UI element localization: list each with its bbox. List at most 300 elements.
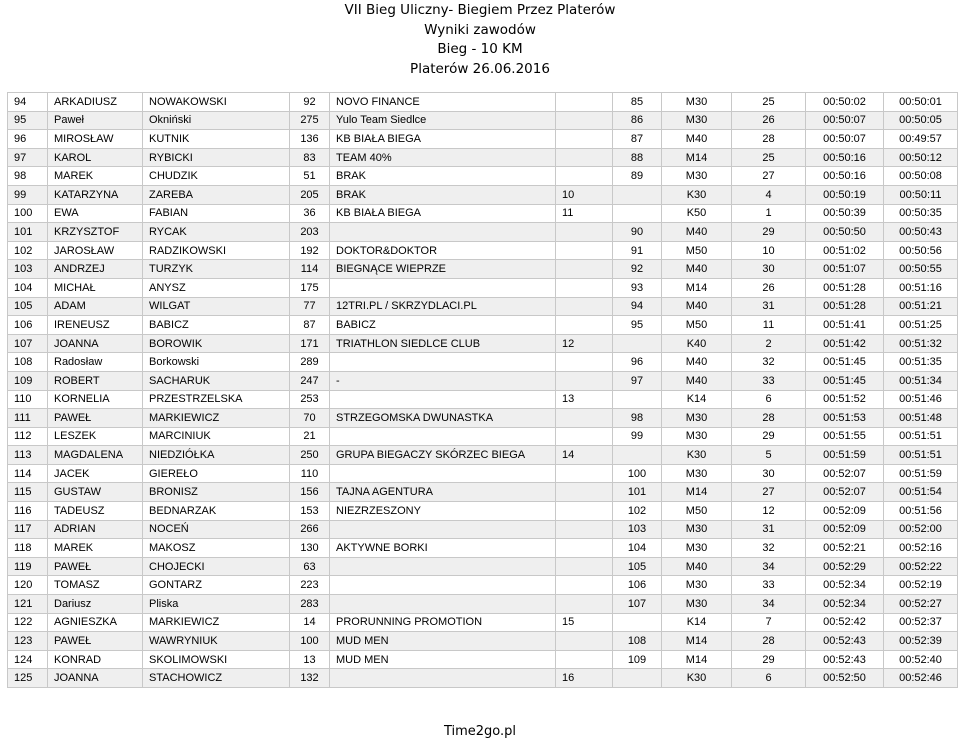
- men-place-cell: 90: [613, 223, 662, 242]
- results-table: [7, 92, 958, 688]
- women-place-cell: 11: [556, 204, 613, 223]
- category-cell: M14: [662, 148, 732, 167]
- place-cell: 112: [8, 427, 48, 446]
- gross-time-cell: 00:50:16: [806, 167, 884, 186]
- last-name-cell: MARCINIUK: [143, 427, 290, 446]
- table-row: [8, 93, 958, 112]
- women-place-cell: [556, 557, 613, 576]
- start-number-cell: 203: [290, 223, 330, 242]
- table-row: [8, 669, 958, 688]
- first-name-cell: ADAM: [48, 297, 143, 316]
- category-cell: M30: [662, 93, 732, 112]
- place-cell: 104: [8, 278, 48, 297]
- table-row: [8, 371, 958, 390]
- place-cell: 116: [8, 502, 48, 521]
- men-place-cell: 105: [613, 557, 662, 576]
- club-cell: 12TRI.PL / SKRZYDLACI.PL: [330, 297, 556, 316]
- last-name-cell: Pliska: [143, 595, 290, 614]
- place-cell: 103: [8, 260, 48, 279]
- gross-time-cell: 00:52:07: [806, 483, 884, 502]
- category-cell: M14: [662, 278, 732, 297]
- category-cell: K30: [662, 185, 732, 204]
- first-name-cell: GUSTAW: [48, 483, 143, 502]
- club-cell: [330, 353, 556, 372]
- men-place-cell: [613, 185, 662, 204]
- gross-time-cell: 00:51:41: [806, 316, 884, 335]
- category-cell: M40: [662, 557, 732, 576]
- net-time-cell: 00:51:32: [884, 334, 958, 353]
- gross-time-cell: 00:52:21: [806, 539, 884, 558]
- men-place-cell: [613, 204, 662, 223]
- first-name-cell: AGNIESZKA: [48, 613, 143, 632]
- category-cell: M30: [662, 595, 732, 614]
- net-time-cell: 00:52:00: [884, 520, 958, 539]
- place-cell: 110: [8, 390, 48, 409]
- category-cell: M30: [662, 520, 732, 539]
- women-place-cell: [556, 632, 613, 651]
- net-time-cell: 00:52:27: [884, 595, 958, 614]
- last-name-cell: RYBICKI: [143, 148, 290, 167]
- category-cell: K50: [662, 204, 732, 223]
- first-name-cell: TADEUSZ: [48, 502, 143, 521]
- men-place-cell: 108: [613, 632, 662, 651]
- men-place-cell: 88: [613, 148, 662, 167]
- first-name-cell: MAREK: [48, 539, 143, 558]
- start-number-cell: 247: [290, 371, 330, 390]
- place-cell: 97: [8, 148, 48, 167]
- start-number-cell: 83: [290, 148, 330, 167]
- last-name-cell: GIEREŁO: [143, 464, 290, 483]
- category-cell: M40: [662, 260, 732, 279]
- start-number-cell: 110: [290, 464, 330, 483]
- table-row: [8, 427, 958, 446]
- table-row: [8, 595, 958, 614]
- table-row: [8, 167, 958, 186]
- last-name-cell: BABICZ: [143, 316, 290, 335]
- first-name-cell: Dariusz: [48, 595, 143, 614]
- start-number-cell: 63: [290, 557, 330, 576]
- table-row: [8, 632, 958, 651]
- category-cell: M30: [662, 427, 732, 446]
- net-time-cell: 00:49:57: [884, 130, 958, 149]
- event-place-date: Platerów 26.06.2016: [410, 60, 550, 77]
- table-row: [8, 148, 958, 167]
- category-place-cell: 26: [732, 111, 806, 130]
- category-place-cell: 6: [732, 390, 806, 409]
- gross-time-cell: 00:50:02: [806, 93, 884, 112]
- gross-time-cell: 00:51:28: [806, 278, 884, 297]
- gross-time-cell: 00:52:29: [806, 557, 884, 576]
- table-row: [8, 185, 958, 204]
- category-place-cell: 27: [732, 483, 806, 502]
- last-name-cell: BEDNARZAK: [143, 502, 290, 521]
- place-cell: 101: [8, 223, 48, 242]
- table-row: [8, 483, 958, 502]
- gross-time-cell: 00:51:59: [806, 446, 884, 465]
- table-row: [8, 334, 958, 353]
- category-place-cell: 2: [732, 334, 806, 353]
- first-name-cell: Paweł: [48, 111, 143, 130]
- club-cell: [330, 278, 556, 297]
- gross-time-cell: 00:50:39: [806, 204, 884, 223]
- women-place-cell: [556, 353, 613, 372]
- first-name-cell: ADRIAN: [48, 520, 143, 539]
- table-row: [8, 260, 958, 279]
- place-cell: 117: [8, 520, 48, 539]
- men-place-cell: 91: [613, 241, 662, 260]
- women-place-cell: [556, 502, 613, 521]
- place-cell: 102: [8, 241, 48, 260]
- place-cell: 115: [8, 483, 48, 502]
- net-time-cell: 00:52:39: [884, 632, 958, 651]
- table-row: [8, 241, 958, 260]
- net-time-cell: 00:51:25: [884, 316, 958, 335]
- women-place-cell: 16: [556, 669, 613, 688]
- table-row: [8, 278, 958, 297]
- net-time-cell: 00:50:01: [884, 93, 958, 112]
- women-place-cell: [556, 464, 613, 483]
- category-place-cell: 28: [732, 632, 806, 651]
- last-name-cell: BOROWIK: [143, 334, 290, 353]
- first-name-cell: ANDRZEJ: [48, 260, 143, 279]
- club-cell: [330, 464, 556, 483]
- last-name-cell: SKOLIMOWSKI: [143, 650, 290, 669]
- category-place-cell: 1: [732, 204, 806, 223]
- last-name-cell: ANYSZ: [143, 278, 290, 297]
- start-number-cell: 223: [290, 576, 330, 595]
- gross-time-cell: 00:52:34: [806, 576, 884, 595]
- men-place-cell: 99: [613, 427, 662, 446]
- first-name-cell: JACEK: [48, 464, 143, 483]
- category-cell: M40: [662, 297, 732, 316]
- club-cell: [330, 576, 556, 595]
- category-place-cell: 28: [732, 130, 806, 149]
- category-place-cell: 25: [732, 148, 806, 167]
- last-name-cell: BRONISZ: [143, 483, 290, 502]
- place-cell: 96: [8, 130, 48, 149]
- category-place-cell: 29: [732, 650, 806, 669]
- gross-time-cell: 00:51:55: [806, 427, 884, 446]
- table-row: [8, 353, 958, 372]
- club-cell: BABICZ: [330, 316, 556, 335]
- women-place-cell: [556, 316, 613, 335]
- category-cell: M30: [662, 409, 732, 428]
- net-time-cell: 00:50:35: [884, 204, 958, 223]
- start-number-cell: 275: [290, 111, 330, 130]
- net-time-cell: 00:52:46: [884, 669, 958, 688]
- gross-time-cell: 00:50:07: [806, 111, 884, 130]
- place-cell: 122: [8, 613, 48, 632]
- first-name-cell: KAROL: [48, 148, 143, 167]
- category-place-cell: 30: [732, 464, 806, 483]
- category-place-cell: 29: [732, 427, 806, 446]
- last-name-cell: PRZESTRZELSKA: [143, 390, 290, 409]
- category-cell: K30: [662, 669, 732, 688]
- start-number-cell: 253: [290, 390, 330, 409]
- gross-time-cell: 00:51:28: [806, 297, 884, 316]
- men-place-cell: 97: [613, 371, 662, 390]
- first-name-cell: KONRAD: [48, 650, 143, 669]
- start-number-cell: 283: [290, 595, 330, 614]
- first-name-cell: LESZEK: [48, 427, 143, 446]
- first-name-cell: MAREK: [48, 167, 143, 186]
- club-cell: NOVO FINANCE: [330, 93, 556, 112]
- category-place-cell: 33: [732, 371, 806, 390]
- table-row: [8, 650, 958, 669]
- start-number-cell: 114: [290, 260, 330, 279]
- men-place-cell: [613, 446, 662, 465]
- first-name-cell: PAWEŁ: [48, 557, 143, 576]
- last-name-cell: TURZYK: [143, 260, 290, 279]
- men-place-cell: [613, 390, 662, 409]
- club-cell: TEAM 40%: [330, 148, 556, 167]
- category-place-cell: 4: [732, 185, 806, 204]
- place-cell: 100: [8, 204, 48, 223]
- women-place-cell: 15: [556, 613, 613, 632]
- last-name-cell: KUTNIK: [143, 130, 290, 149]
- category-cell: K30: [662, 446, 732, 465]
- net-time-cell: 00:50:11: [884, 185, 958, 204]
- men-place-cell: 101: [613, 483, 662, 502]
- start-number-cell: 51: [290, 167, 330, 186]
- gross-time-cell: 00:50:16: [806, 148, 884, 167]
- category-cell: M50: [662, 241, 732, 260]
- net-time-cell: 00:52:22: [884, 557, 958, 576]
- last-name-cell: MARKIEWICZ: [143, 613, 290, 632]
- category-cell: M30: [662, 111, 732, 130]
- place-cell: 98: [8, 167, 48, 186]
- net-time-cell: 00:50:43: [884, 223, 958, 242]
- gross-time-cell: 00:52:43: [806, 650, 884, 669]
- category-place-cell: 6: [732, 669, 806, 688]
- club-cell: KB BIAŁA BIEGA: [330, 130, 556, 149]
- category-cell: K40: [662, 334, 732, 353]
- women-place-cell: [556, 483, 613, 502]
- table-row: [8, 576, 958, 595]
- club-cell: GRUPA BIEGACZY SKÓRZEC BIEGA: [330, 446, 556, 465]
- last-name-cell: STACHOWICZ: [143, 669, 290, 688]
- net-time-cell: 00:51:21: [884, 297, 958, 316]
- table-row: [8, 130, 958, 149]
- club-cell: BRAK: [330, 167, 556, 186]
- men-place-cell: 93: [613, 278, 662, 297]
- net-time-cell: 00:51:34: [884, 371, 958, 390]
- net-time-cell: 00:51:16: [884, 278, 958, 297]
- women-place-cell: [556, 539, 613, 558]
- women-place-cell: 13: [556, 390, 613, 409]
- last-name-cell: NOWAKOWSKI: [143, 93, 290, 112]
- club-cell: [330, 223, 556, 242]
- gross-time-cell: 00:52:34: [806, 595, 884, 614]
- women-place-cell: [556, 223, 613, 242]
- women-place-cell: [556, 409, 613, 428]
- men-place-cell: 100: [613, 464, 662, 483]
- place-cell: 118: [8, 539, 48, 558]
- gross-time-cell: 00:52:09: [806, 502, 884, 521]
- category-cell: M50: [662, 316, 732, 335]
- last-name-cell: WAWRYNIUK: [143, 632, 290, 651]
- place-cell: 109: [8, 371, 48, 390]
- place-cell: 107: [8, 334, 48, 353]
- start-number-cell: 289: [290, 353, 330, 372]
- club-cell: [330, 669, 556, 688]
- table-row: [8, 316, 958, 335]
- results-body: [8, 93, 958, 688]
- start-number-cell: 87: [290, 316, 330, 335]
- first-name-cell: JOANNA: [48, 334, 143, 353]
- table-row: [8, 204, 958, 223]
- place-cell: 113: [8, 446, 48, 465]
- club-cell: KB BIAŁA BIEGA: [330, 204, 556, 223]
- gross-time-cell: 00:51:45: [806, 371, 884, 390]
- start-number-cell: 171: [290, 334, 330, 353]
- men-place-cell: 106: [613, 576, 662, 595]
- category-place-cell: 33: [732, 576, 806, 595]
- table-row: [8, 111, 958, 130]
- gross-time-cell: 00:50:07: [806, 130, 884, 149]
- last-name-cell: MARKIEWICZ: [143, 409, 290, 428]
- start-number-cell: 13: [290, 650, 330, 669]
- gross-time-cell: 00:51:53: [806, 409, 884, 428]
- last-name-cell: CHOJECKI: [143, 557, 290, 576]
- category-cell: M40: [662, 130, 732, 149]
- last-name-cell: MAKOSZ: [143, 539, 290, 558]
- women-place-cell: 14: [556, 446, 613, 465]
- category-place-cell: 28: [732, 409, 806, 428]
- net-time-cell: 00:51:46: [884, 390, 958, 409]
- start-number-cell: 205: [290, 185, 330, 204]
- gross-time-cell: 00:51:42: [806, 334, 884, 353]
- category-place-cell: 27: [732, 167, 806, 186]
- men-place-cell: [613, 334, 662, 353]
- club-cell: Yulo Team Siedlce: [330, 111, 556, 130]
- place-cell: 111: [8, 409, 48, 428]
- net-time-cell: 00:51:51: [884, 427, 958, 446]
- place-cell: 124: [8, 650, 48, 669]
- net-time-cell: 00:51:56: [884, 502, 958, 521]
- women-place-cell: 12: [556, 334, 613, 353]
- net-time-cell: 00:51:51: [884, 446, 958, 465]
- last-name-cell: Borkowski: [143, 353, 290, 372]
- last-name-cell: NOCEŃ: [143, 520, 290, 539]
- table-row: [8, 520, 958, 539]
- first-name-cell: IRENEUSZ: [48, 316, 143, 335]
- men-place-cell: [613, 669, 662, 688]
- category-place-cell: 31: [732, 520, 806, 539]
- table-row: [8, 390, 958, 409]
- first-name-cell: MICHAŁ: [48, 278, 143, 297]
- place-cell: 94: [8, 93, 48, 112]
- women-place-cell: [556, 260, 613, 279]
- first-name-cell: MAGDALENA: [48, 446, 143, 465]
- club-cell: [330, 595, 556, 614]
- category-cell: M40: [662, 371, 732, 390]
- first-name-cell: KRZYSZTOF: [48, 223, 143, 242]
- table-row: [8, 502, 958, 521]
- gross-time-cell: 00:50:50: [806, 223, 884, 242]
- start-number-cell: 36: [290, 204, 330, 223]
- place-cell: 114: [8, 464, 48, 483]
- table-row: [8, 446, 958, 465]
- start-number-cell: 132: [290, 669, 330, 688]
- gross-time-cell: 00:51:02: [806, 241, 884, 260]
- place-cell: 105: [8, 297, 48, 316]
- gross-time-cell: 00:51:07: [806, 260, 884, 279]
- women-place-cell: [556, 241, 613, 260]
- club-cell: STRZEGOMSKA DWUNASTKA: [330, 409, 556, 428]
- club-cell: TAJNA AGENTURA: [330, 483, 556, 502]
- first-name-cell: KATARZYNA: [48, 185, 143, 204]
- table-row: [8, 464, 958, 483]
- men-place-cell: 87: [613, 130, 662, 149]
- category-place-cell: 12: [732, 502, 806, 521]
- start-number-cell: 192: [290, 241, 330, 260]
- men-place-cell: 85: [613, 93, 662, 112]
- men-place-cell: 95: [613, 316, 662, 335]
- net-time-cell: 00:50:05: [884, 111, 958, 130]
- net-time-cell: 00:51:54: [884, 483, 958, 502]
- women-place-cell: [556, 576, 613, 595]
- start-number-cell: 100: [290, 632, 330, 651]
- men-place-cell: 92: [613, 260, 662, 279]
- place-cell: 123: [8, 632, 48, 651]
- start-number-cell: 92: [290, 93, 330, 112]
- club-cell: [330, 557, 556, 576]
- page-header: [0, 0, 960, 79]
- men-place-cell: 103: [613, 520, 662, 539]
- club-cell: PRORUNNING PROMOTION: [330, 613, 556, 632]
- category-place-cell: 11: [732, 316, 806, 335]
- men-place-cell: 89: [613, 167, 662, 186]
- first-name-cell: ARKADIUSZ: [48, 93, 143, 112]
- place-cell: 99: [8, 185, 48, 204]
- club-cell: -: [330, 371, 556, 390]
- last-name-cell: RADZIKOWSKI: [143, 241, 290, 260]
- place-cell: 106: [8, 316, 48, 335]
- club-cell: MUD MEN: [330, 632, 556, 651]
- club-cell: BIEGNĄCE WIEPRZE: [330, 260, 556, 279]
- gross-time-cell: 00:51:52: [806, 390, 884, 409]
- net-time-cell: 00:52:19: [884, 576, 958, 595]
- category-place-cell: 32: [732, 353, 806, 372]
- gross-time-cell: 00:52:07: [806, 464, 884, 483]
- gross-time-cell: 00:52:09: [806, 520, 884, 539]
- women-place-cell: [556, 278, 613, 297]
- last-name-cell: CHUDZIK: [143, 167, 290, 186]
- net-time-cell: 00:51:48: [884, 409, 958, 428]
- category-cell: M14: [662, 632, 732, 651]
- category-place-cell: 34: [732, 595, 806, 614]
- results-title: Wyniki zawodów: [424, 21, 536, 38]
- women-place-cell: [556, 111, 613, 130]
- net-time-cell: 00:51:35: [884, 353, 958, 372]
- net-time-cell: 00:50:56: [884, 241, 958, 260]
- category-cell: K14: [662, 390, 732, 409]
- category-place-cell: 32: [732, 539, 806, 558]
- category-place-cell: 29: [732, 223, 806, 242]
- last-name-cell: SACHARUK: [143, 371, 290, 390]
- category-place-cell: 34: [732, 557, 806, 576]
- men-place-cell: 107: [613, 595, 662, 614]
- last-name-cell: WILGAT: [143, 297, 290, 316]
- net-time-cell: 00:50:55: [884, 260, 958, 279]
- net-time-cell: 00:51:59: [884, 464, 958, 483]
- category-place-cell: 31: [732, 297, 806, 316]
- last-name-cell: RYCAK: [143, 223, 290, 242]
- women-place-cell: [556, 520, 613, 539]
- start-number-cell: 175: [290, 278, 330, 297]
- category-place-cell: 7: [732, 613, 806, 632]
